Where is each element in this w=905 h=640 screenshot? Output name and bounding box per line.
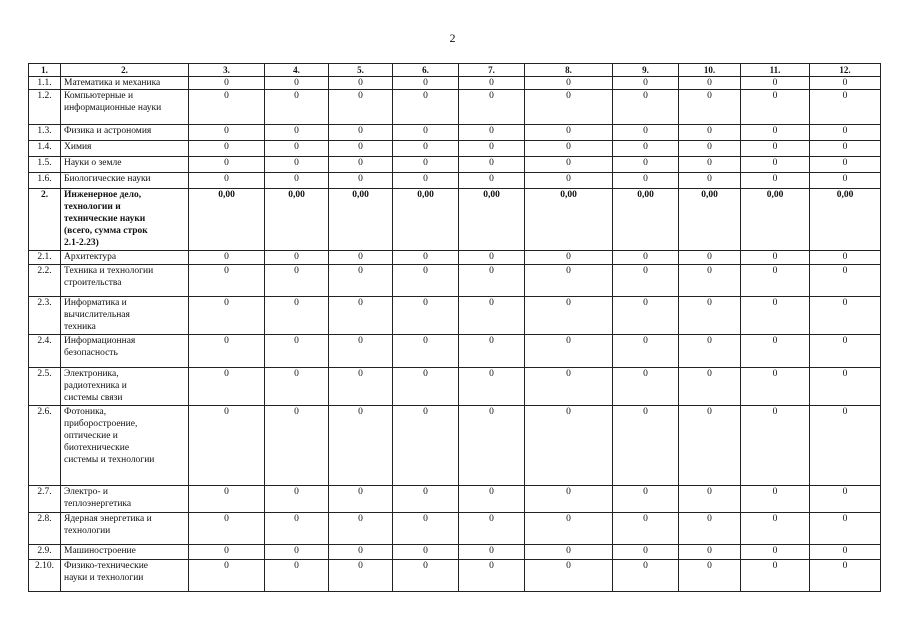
value-cell: 0 — [189, 513, 265, 545]
header-cell: 10. — [679, 64, 741, 77]
row-name — [61, 141, 189, 157]
value-cell: 0 — [613, 125, 679, 141]
row-name-line: технологии — [64, 526, 111, 536]
value-cell: 0 — [459, 251, 525, 265]
table-row — [29, 368, 881, 406]
value-cell: 0 — [613, 173, 679, 189]
row-name-line: Информационная — [64, 336, 136, 346]
table-row — [29, 513, 881, 545]
value-cell: 0 — [265, 406, 329, 486]
value-cell: 0 — [810, 77, 881, 90]
row-name-line: Электроника, — [64, 369, 119, 379]
value-cell: 0 — [810, 335, 881, 368]
table-row — [29, 141, 881, 157]
value-cell: 0 — [189, 486, 265, 513]
value-cell: 0 — [613, 77, 679, 90]
table-row — [29, 157, 881, 173]
table-row — [29, 335, 881, 368]
row-code: 1.3. — [29, 125, 61, 141]
value-cell: 0 — [189, 297, 265, 335]
row-name — [61, 265, 189, 297]
header-row — [29, 64, 881, 77]
row-name — [61, 77, 189, 90]
value-cell: 0 — [329, 173, 393, 189]
value-cell: 0 — [741, 173, 810, 189]
value-cell: 0 — [525, 141, 613, 157]
row-name-line: Машиностроение — [64, 546, 136, 556]
row-code: 2. — [29, 189, 61, 251]
value-cell: 0 — [810, 513, 881, 545]
value-cell: 0 — [265, 486, 329, 513]
row-name-line: Науки о земле — [64, 158, 122, 168]
value-cell: 0 — [189, 90, 265, 125]
value-cell: 0 — [189, 173, 265, 189]
value-cell: 0 — [741, 265, 810, 297]
row-name-line: оптические и — [64, 431, 118, 441]
value-cell: 0 — [679, 173, 741, 189]
row-name-line: строительства — [64, 278, 122, 288]
row-name-line: Техника и технологии — [64, 266, 154, 276]
value-cell: 0 — [189, 157, 265, 173]
row-name — [61, 406, 189, 486]
value-cell: 0 — [810, 90, 881, 125]
row-code: 2.2. — [29, 265, 61, 297]
value-cell: 0 — [265, 251, 329, 265]
row-name-line: биотехнические — [64, 443, 130, 453]
value-cell: 0 — [265, 265, 329, 297]
value-cell: 0 — [329, 368, 393, 406]
row-name — [61, 173, 189, 189]
value-cell: 0 — [393, 560, 459, 592]
value-cell: 0 — [741, 406, 810, 486]
value-cell: 0 — [741, 545, 810, 560]
value-cell: 0 — [459, 265, 525, 297]
row-code: 2.10. — [29, 560, 61, 592]
header-cell: 11. — [741, 64, 810, 77]
value-cell: 0 — [810, 406, 881, 486]
row-code: 1.4. — [29, 141, 61, 157]
row-name — [61, 189, 189, 251]
value-cell: 0 — [329, 335, 393, 368]
row-code: 2.6. — [29, 406, 61, 486]
value-cell: 0 — [393, 297, 459, 335]
table-row — [29, 406, 881, 486]
value-cell: 0 — [525, 90, 613, 125]
value-cell: 0 — [613, 251, 679, 265]
row-code: 2.4. — [29, 335, 61, 368]
table-row — [29, 125, 881, 141]
value-cell: 0 — [810, 545, 881, 560]
value-cell: 0,00 — [679, 189, 741, 251]
value-cell: 0 — [679, 157, 741, 173]
value-cell: 0 — [329, 486, 393, 513]
value-cell: 0 — [613, 335, 679, 368]
value-cell: 0 — [810, 173, 881, 189]
header-cell: 8. — [525, 64, 613, 77]
value-cell: 0 — [613, 265, 679, 297]
statistics-table — [28, 63, 881, 592]
value-cell: 0 — [329, 90, 393, 125]
header-cell: 4. — [265, 64, 329, 77]
row-code: 2.9. — [29, 545, 61, 560]
value-cell: 0 — [459, 486, 525, 513]
value-cell: 0 — [459, 297, 525, 335]
value-cell: 0 — [393, 251, 459, 265]
value-cell: 0 — [525, 406, 613, 486]
value-cell: 0 — [329, 297, 393, 335]
value-cell: 0,00 — [741, 189, 810, 251]
row-name — [61, 90, 189, 125]
row-name-line: Биологические науки — [64, 174, 151, 184]
value-cell: 0 — [265, 560, 329, 592]
value-cell: 0 — [393, 125, 459, 141]
row-name-line: теплоэнергетика — [64, 499, 132, 509]
value-cell: 0 — [810, 157, 881, 173]
row-name-line: Информатика и — [64, 298, 127, 308]
table-row — [29, 545, 881, 560]
row-code: 1.6. — [29, 173, 61, 189]
value-cell: 0 — [525, 486, 613, 513]
value-cell: 0 — [679, 406, 741, 486]
value-cell: 0 — [613, 157, 679, 173]
header-cell: 2. — [61, 64, 189, 77]
row-name-line: Инженерное дело, — [64, 190, 142, 200]
row-name — [61, 297, 189, 335]
value-cell: 0,00 — [459, 189, 525, 251]
value-cell: 0 — [679, 141, 741, 157]
value-cell: 0 — [613, 560, 679, 592]
value-cell: 0 — [189, 77, 265, 90]
value-cell: 0 — [810, 486, 881, 513]
value-cell: 0 — [679, 486, 741, 513]
value-cell: 0 — [459, 141, 525, 157]
row-code: 1.1. — [29, 77, 61, 90]
value-cell: 0 — [613, 368, 679, 406]
value-cell: 0 — [393, 368, 459, 406]
row-name-line: вычислительная — [64, 310, 130, 320]
value-cell: 0 — [741, 297, 810, 335]
value-cell: 0 — [613, 406, 679, 486]
value-cell: 0 — [189, 265, 265, 297]
value-cell: 0 — [393, 173, 459, 189]
table-row — [29, 560, 881, 592]
value-cell: 0 — [265, 513, 329, 545]
value-cell: 0 — [459, 157, 525, 173]
value-cell: 0 — [810, 560, 881, 592]
value-cell: 0 — [459, 173, 525, 189]
page-number: 2 — [449, 31, 456, 45]
value-cell: 0 — [459, 90, 525, 125]
value-cell: 0 — [265, 141, 329, 157]
row-name — [61, 486, 189, 513]
value-cell: 0 — [189, 560, 265, 592]
row-name-line: Физико-технические — [64, 561, 148, 571]
value-cell: 0 — [810, 265, 881, 297]
value-cell: 0 — [679, 545, 741, 560]
value-cell: 0 — [189, 368, 265, 406]
header-cell: 3. — [189, 64, 265, 77]
value-cell: 0 — [741, 125, 810, 141]
value-cell: 0 — [459, 77, 525, 90]
value-cell: 0,00 — [613, 189, 679, 251]
row-name — [61, 513, 189, 545]
value-cell: 0 — [459, 335, 525, 368]
row-name — [61, 368, 189, 406]
row-code: 2.1. — [29, 251, 61, 265]
row-code: 2.3. — [29, 297, 61, 335]
value-cell: 0 — [265, 125, 329, 141]
header-cell: 7. — [459, 64, 525, 77]
value-cell: 0 — [329, 406, 393, 486]
table-row — [29, 90, 881, 125]
value-cell: 0 — [679, 560, 741, 592]
header-cell: 12. — [810, 64, 881, 77]
value-cell: 0 — [189, 335, 265, 368]
value-cell: 0 — [459, 368, 525, 406]
value-cell: 0 — [329, 125, 393, 141]
value-cell: 0 — [741, 90, 810, 125]
value-cell: 0 — [393, 486, 459, 513]
value-cell: 0 — [613, 513, 679, 545]
row-code: 1.5. — [29, 157, 61, 173]
value-cell: 0 — [525, 125, 613, 141]
value-cell: 0 — [679, 77, 741, 90]
value-cell: 0 — [741, 560, 810, 592]
value-cell: 0 — [265, 368, 329, 406]
value-cell: 0,00 — [329, 189, 393, 251]
row-name-line: системы связи — [64, 393, 123, 403]
table-row — [29, 486, 881, 513]
value-cell: 0 — [525, 265, 613, 297]
row-name-line: Физика и астрономия — [64, 126, 152, 136]
value-cell: 0 — [525, 251, 613, 265]
value-cell: 0 — [613, 141, 679, 157]
value-cell: 0 — [525, 297, 613, 335]
value-cell: 0 — [265, 173, 329, 189]
value-cell: 0 — [265, 545, 329, 560]
value-cell: 0 — [525, 77, 613, 90]
table-row — [29, 297, 881, 335]
value-cell: 0 — [810, 251, 881, 265]
value-cell: 0 — [525, 173, 613, 189]
row-name-line: техника — [64, 322, 96, 332]
value-cell: 0 — [393, 90, 459, 125]
value-cell: 0 — [393, 157, 459, 173]
value-cell: 0 — [265, 90, 329, 125]
row-name-line: (всего, сумма строк — [64, 226, 148, 236]
value-cell: 0 — [329, 265, 393, 297]
table-row — [29, 189, 881, 251]
value-cell: 0 — [679, 125, 741, 141]
table-row — [29, 173, 881, 189]
value-cell: 0 — [741, 141, 810, 157]
value-cell: 0 — [393, 513, 459, 545]
value-cell: 0 — [329, 545, 393, 560]
row-name — [61, 560, 189, 592]
value-cell: 0 — [329, 141, 393, 157]
value-cell: 0 — [741, 513, 810, 545]
value-cell: 0 — [393, 335, 459, 368]
value-cell: 0 — [265, 157, 329, 173]
value-cell: 0 — [613, 486, 679, 513]
value-cell: 0 — [741, 368, 810, 406]
value-cell: 0,00 — [189, 189, 265, 251]
value-cell: 0 — [741, 486, 810, 513]
value-cell: 0,00 — [525, 189, 613, 251]
value-cell: 0,00 — [265, 189, 329, 251]
value-cell: 0 — [393, 265, 459, 297]
value-cell: 0 — [459, 545, 525, 560]
row-name-line: безопасность — [64, 348, 118, 358]
row-name — [61, 335, 189, 368]
value-cell: 0 — [459, 513, 525, 545]
value-cell: 0 — [393, 141, 459, 157]
header-cell: 1. — [29, 64, 61, 77]
value-cell: 0 — [613, 545, 679, 560]
value-cell: 0 — [810, 141, 881, 157]
value-cell: 0 — [459, 125, 525, 141]
value-cell: 0 — [459, 560, 525, 592]
value-cell: 0 — [741, 335, 810, 368]
value-cell: 0 — [329, 251, 393, 265]
table-row — [29, 265, 881, 297]
row-code: 2.5. — [29, 368, 61, 406]
row-name-line: радиотехника и — [64, 381, 127, 391]
value-cell: 0 — [265, 77, 329, 90]
table-row — [29, 251, 881, 265]
value-cell: 0 — [393, 406, 459, 486]
row-name-line: технические науки — [64, 214, 146, 224]
value-cell: 0 — [525, 545, 613, 560]
row-code: 2.8. — [29, 513, 61, 545]
row-name-line: Ядерная энергетика и — [64, 514, 152, 524]
row-name-line: Фотоника, — [64, 407, 107, 417]
header-cell: 6. — [393, 64, 459, 77]
value-cell: 0 — [810, 297, 881, 335]
value-cell: 0 — [525, 335, 613, 368]
value-cell: 0 — [679, 297, 741, 335]
row-name — [61, 251, 189, 265]
row-name — [61, 545, 189, 560]
value-cell: 0 — [679, 265, 741, 297]
row-code: 2.7. — [29, 486, 61, 513]
value-cell: 0 — [525, 560, 613, 592]
row-name — [61, 157, 189, 173]
value-cell: 0,00 — [810, 189, 881, 251]
value-cell: 0 — [613, 90, 679, 125]
value-cell: 0 — [329, 157, 393, 173]
value-cell: 0 — [189, 251, 265, 265]
value-cell: 0 — [189, 141, 265, 157]
header-cell: 9. — [613, 64, 679, 77]
header-cell: 5. — [329, 64, 393, 77]
value-cell: 0 — [265, 297, 329, 335]
value-cell: 0,00 — [393, 189, 459, 251]
value-cell: 0 — [679, 90, 741, 125]
value-cell: 0 — [189, 125, 265, 141]
value-cell: 0 — [329, 513, 393, 545]
value-cell: 0 — [525, 513, 613, 545]
value-cell: 0 — [525, 368, 613, 406]
row-name-line: технологии и — [64, 202, 121, 212]
row-name-line: Химия — [64, 142, 92, 152]
row-name-line: 2.1-2.23) — [64, 238, 99, 248]
value-cell: 0 — [329, 77, 393, 90]
row-name-line: информационные науки — [64, 103, 162, 113]
value-cell: 0 — [393, 545, 459, 560]
value-cell: 0 — [741, 157, 810, 173]
value-cell: 0 — [393, 77, 459, 90]
row-name-line: Архитектура — [64, 252, 117, 262]
value-cell: 0 — [679, 251, 741, 265]
value-cell: 0 — [613, 297, 679, 335]
value-cell: 0 — [189, 406, 265, 486]
value-cell: 0 — [741, 251, 810, 265]
row-name-line: системы и технологии — [64, 455, 155, 465]
value-cell: 0 — [810, 125, 881, 141]
row-code: 1.2. — [29, 90, 61, 125]
table-row — [29, 77, 881, 90]
row-name-line: науки и технологии — [64, 573, 144, 583]
value-cell: 0 — [189, 545, 265, 560]
row-name-line: Компьютерные и — [64, 91, 134, 101]
value-cell: 0 — [810, 368, 881, 406]
value-cell: 0 — [679, 513, 741, 545]
value-cell: 0 — [741, 77, 810, 90]
value-cell: 0 — [679, 335, 741, 368]
value-cell: 0 — [459, 406, 525, 486]
value-cell: 0 — [329, 560, 393, 592]
value-cell: 0 — [265, 335, 329, 368]
value-cell: 0 — [679, 368, 741, 406]
row-name-line: Электро- и — [64, 487, 108, 497]
row-name — [61, 125, 189, 141]
row-name-line: Математика и механика — [64, 78, 161, 88]
value-cell: 0 — [525, 157, 613, 173]
row-name-line: приборостроение, — [64, 419, 138, 429]
